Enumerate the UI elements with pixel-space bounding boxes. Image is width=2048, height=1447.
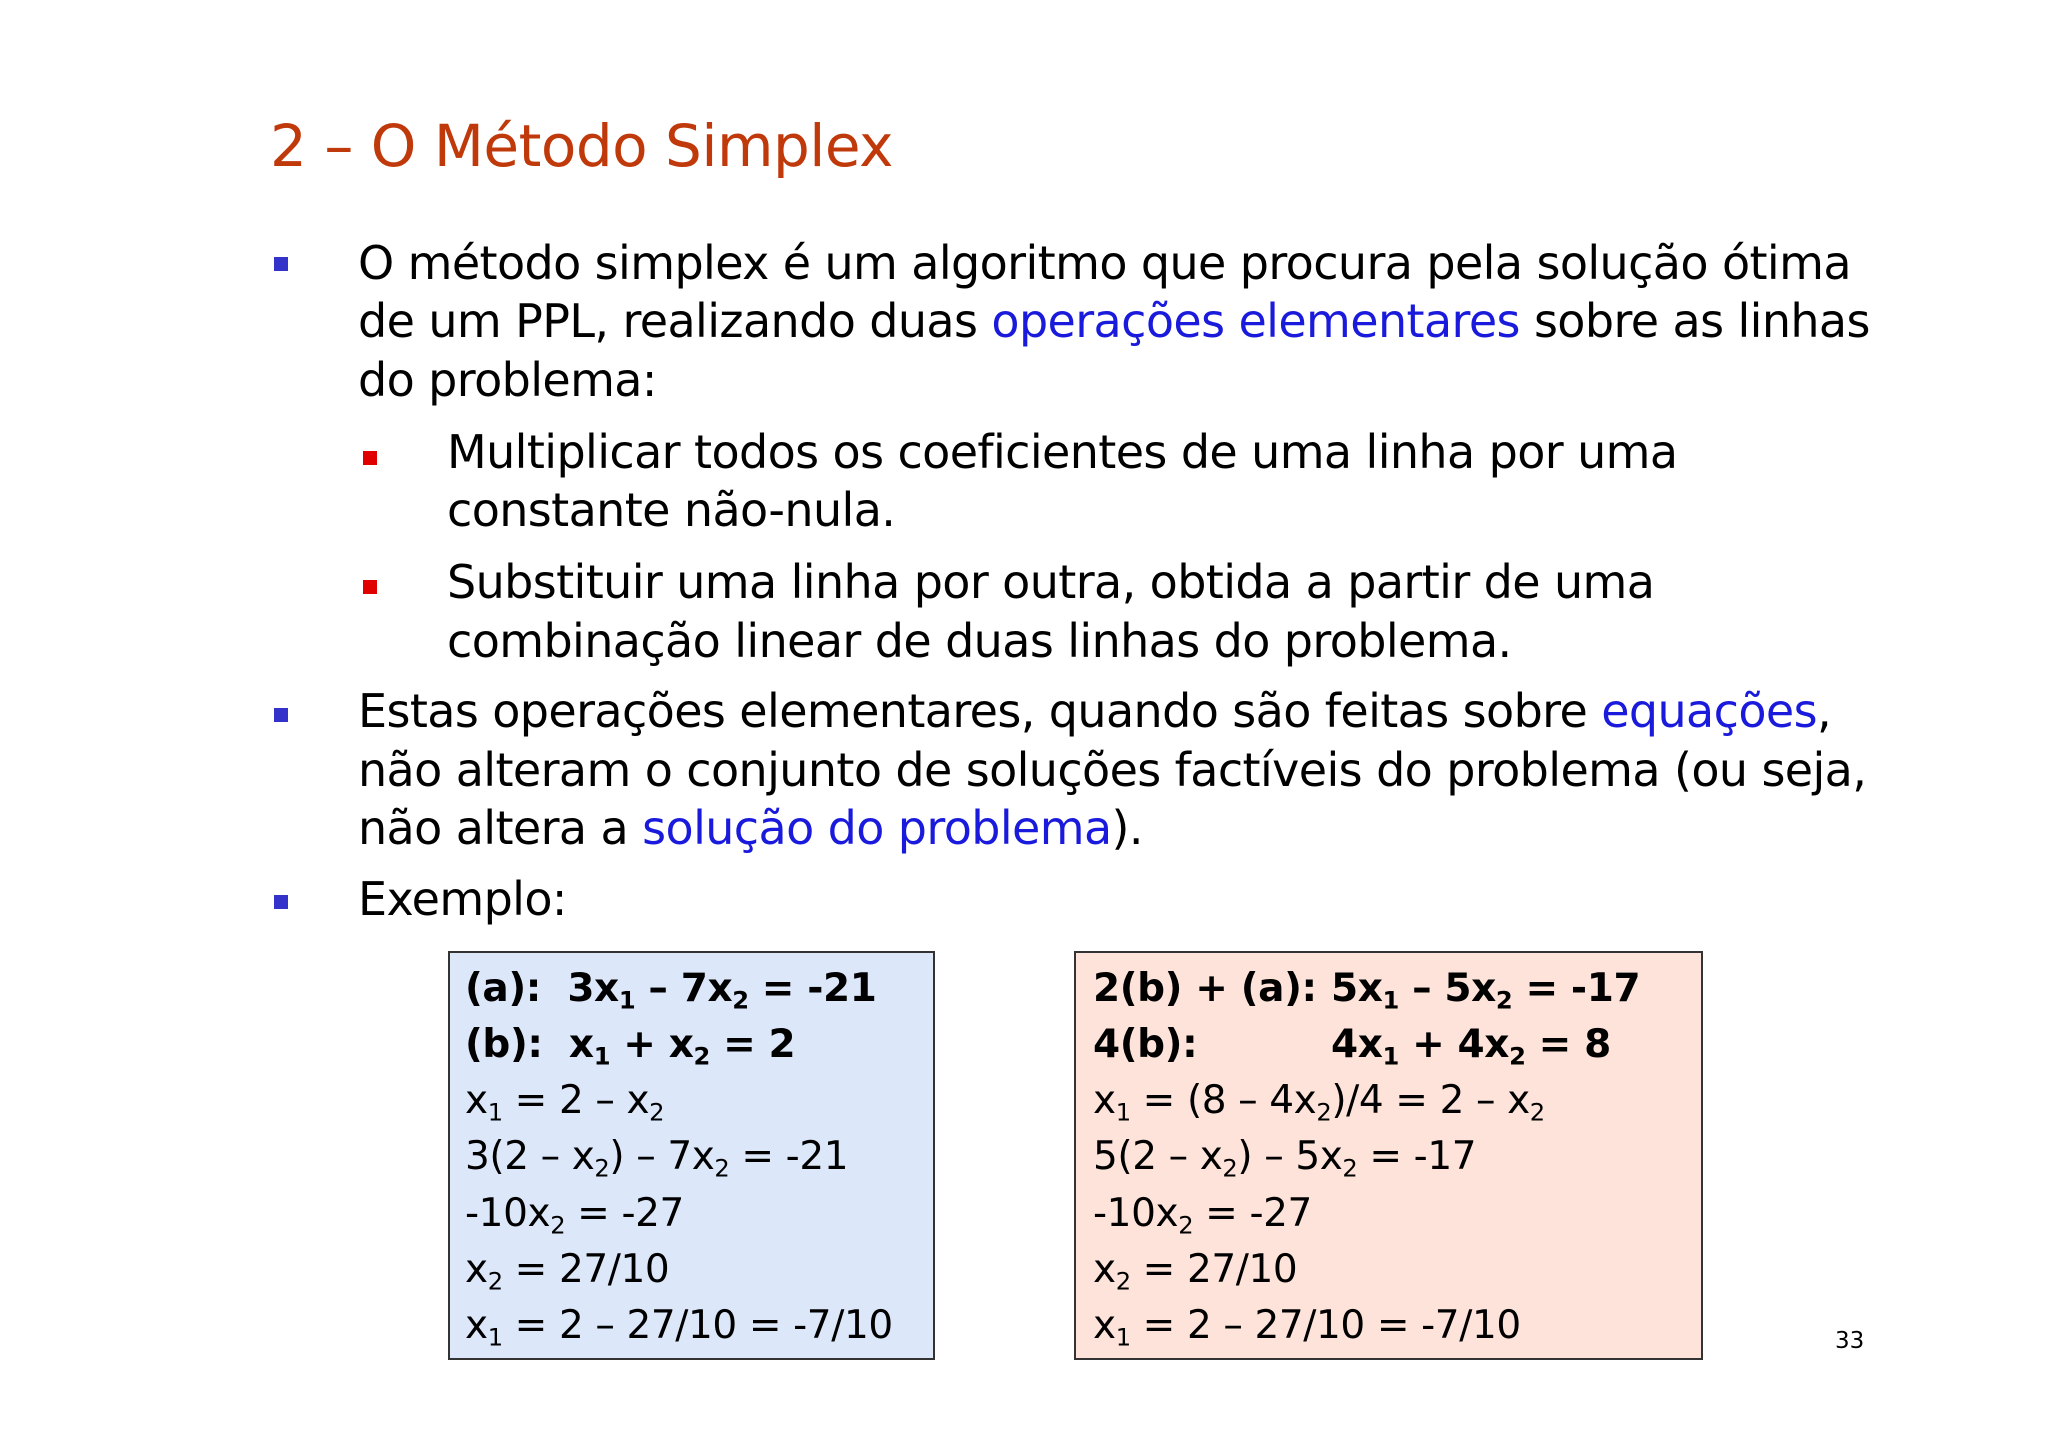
paragraph-line: Estas operações elementares, quando são feitas sobre equações, bbox=[358, 684, 1831, 738]
bullet-marker bbox=[274, 257, 288, 271]
equation-line: $3(2 - x_2) - 7x_2 = -21$ bbox=[465, 1134, 849, 1183]
paragraph-line: de um PPL, realizando duas operações elementares sobre as linhas bbox=[358, 294, 1870, 348]
equation-line: $x_1 = 2 - 27/10 = -7/10$ bbox=[465, 1303, 893, 1352]
slide-title: 2 – O Método Simplex bbox=[270, 112, 893, 180]
sub-bullet-marker bbox=[363, 451, 377, 465]
equation-line: $5x_1 - 5x_2 = -17$ bbox=[1331, 966, 1641, 1015]
equation-line: $4x_1 + 4x_2 = 8$ bbox=[1331, 1022, 1611, 1071]
equation-line: (b): $x_1 + x_2 = 2$ bbox=[465, 1022, 796, 1071]
equation-line: $-10x_2 = -27$ bbox=[1093, 1191, 1312, 1240]
equation-line: $-10x_2 = -27$ bbox=[465, 1191, 684, 1240]
highlight-text: equações bbox=[1601, 684, 1817, 738]
page-number: 33 bbox=[1835, 1328, 1865, 1354]
sub-paragraph-line: combinação linear de duas linhas do problema. bbox=[447, 614, 1512, 668]
paragraph-line: do problema: bbox=[358, 353, 657, 407]
paragraph-line: não alteram o conjunto de soluções factíveis do problema (ou seja, bbox=[358, 743, 1867, 797]
sub-paragraph-line: Substituir uma linha por outra, obtida a partir de uma bbox=[447, 555, 1655, 609]
equation-line: $x_1 = (8 - 4x_2)/4 = 2 - x_2$ bbox=[1093, 1078, 1545, 1127]
paragraph-line: O método simplex é um algoritmo que procura pela solução ótima bbox=[358, 236, 1851, 290]
equation-line: $x_2 = 27/10$ bbox=[1093, 1247, 1298, 1296]
equation-line: $x_2 = 27/10$ bbox=[465, 1247, 670, 1296]
sub-paragraph-line: constante não-nula. bbox=[447, 483, 896, 537]
paragraph-line: Exemplo: bbox=[358, 872, 567, 926]
equation-line: 4(b): bbox=[1093, 1022, 1198, 1067]
equation-line: (a): $3x_1 - 7x_2 = -21$ bbox=[465, 966, 877, 1015]
equation-line: $x_1 = 2 - 27/10 = -7/10$ bbox=[1093, 1303, 1521, 1352]
bullet-marker bbox=[274, 895, 288, 909]
bullet-marker bbox=[274, 708, 288, 722]
highlight-text: solução do problema bbox=[642, 801, 1112, 855]
sub-paragraph-line: Multiplicar todos os coeficientes de uma linha por uma bbox=[447, 425, 1678, 479]
equation-line: $x_1 = 2 - x_2$ bbox=[465, 1078, 665, 1127]
sub-bullet-marker bbox=[363, 580, 377, 594]
equation-line: $5(2 - x_2) - 5x_2 = -17$ bbox=[1093, 1134, 1477, 1183]
equation-line: 2(b) + (a): bbox=[1093, 966, 1317, 1011]
highlight-text: operações elementares bbox=[991, 294, 1520, 348]
paragraph-line: não altera a solução do problema). bbox=[358, 801, 1143, 855]
